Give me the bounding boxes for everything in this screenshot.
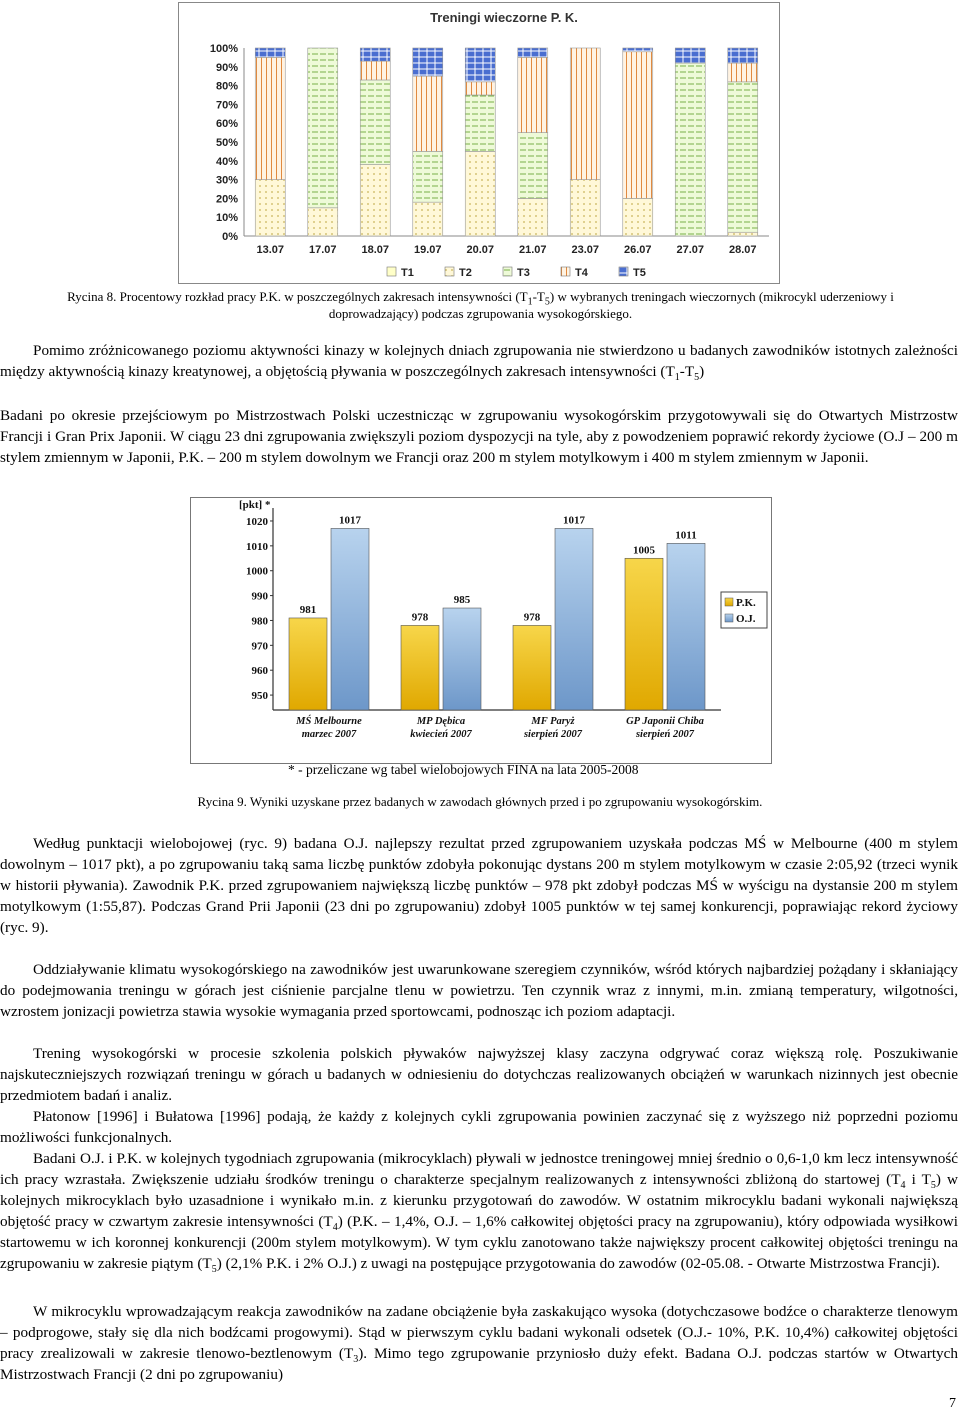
chart2-data-label: 1011 [675, 529, 697, 542]
chart1-bar-t4-21.07 [518, 57, 548, 132]
para1-mid: -T [679, 363, 695, 380]
chart1-bar-t5-26.07 [623, 48, 653, 52]
chart1-bar-t2-23.07 [570, 180, 600, 236]
chart1-legend-swatch-t5 [619, 267, 628, 276]
chart2-footnote: * - przeliczane wg tabel wielobojowych FINA na lata 2005-2008 [288, 762, 639, 777]
chart2-bar-oj [331, 528, 369, 710]
chart2-data-label: 978 [411, 611, 429, 624]
chart1-x-tick: 13.07 [256, 244, 285, 256]
chart2-x-label: sierpień 2007 [635, 729, 695, 740]
chart1-y-tick: 30% [215, 174, 238, 187]
chart2-y-tick: 950 [251, 690, 268, 703]
chart2-x-label: MF Paryż [531, 716, 575, 727]
chart2-y-tick: 1000 [246, 565, 268, 578]
chart1-bar-t4-20.07 [465, 82, 495, 95]
chart1-x-tick: 23.07 [571, 244, 600, 256]
page-number: 7 [949, 1396, 956, 1411]
chart1-legend-label-t1: T1 [401, 267, 414, 279]
chart1-x-tick: 27.07 [676, 244, 705, 256]
chart1-legend-label-t4: T4 [575, 267, 588, 279]
chart2-data-label: 985 [453, 594, 471, 607]
para7-b: i T [905, 1171, 931, 1188]
chart1-y-tick: 100% [209, 43, 238, 55]
paragraph-6: Płatonow [1996] i Bułatowa [1996] podają, że każdy z kolejnych cykli zgrupowania powinien zaczynać się z wyższego niż poprzedni poziomu możliwości funkcjonalnych. [0, 1108, 958, 1146]
chart2-x-label: kwiecień 2007 [410, 729, 472, 740]
chart1-bar-t3-28.07 [728, 82, 758, 232]
chart1-bar-t3-20.07 [465, 95, 495, 151]
chart1-legend-label-t3: T3 [517, 267, 530, 279]
figure8-caption [8, 288, 953, 322]
para7-e: ) (2,1% P.K. i 2% O.J.) z uwagi na postępujące przygotowania do zawodów (02-05.08. - Otwarte Mistrzostwa Francji). [216, 1255, 941, 1272]
chart1-y-tick: 80% [215, 80, 238, 93]
figure9-caption: Rycina 9. Wyniki uzyskane przez badanych w zawodach głównych przed i po zgrupowaniu wysokogórskim. [197, 794, 763, 809]
caption1-line2: doprowadzający) podczas zgrupowania wysokogórskiego. [328, 306, 633, 321]
chart1-y-tick: 20% [215, 193, 238, 206]
chart1-legend-swatch-t3 [503, 267, 512, 276]
para1-sub1: 1 [674, 372, 680, 384]
para8-b: ). Mimo tego zgrupowanie przyniosło duży efekt. Badana O.J. podczas startów w Otwartych Mistrzostwach Francji (2 dni po zgrupowaniu) [0, 1345, 958, 1383]
para1-text: Pomimo zróżnicowanego poziomu aktywności kinazy w kolejnych dniach zgrupowania nie stwierdzono u badanych zawodników istotnych zależności między aktywnością kinazy kreatynowej, a objętością pływania w poszczególnych zakresach intensywności (T [0, 342, 958, 380]
chart1-x-tick: 28.07 [728, 244, 757, 256]
chart2-legend-swatch [725, 598, 733, 606]
chart1-bar-t4-18.07 [360, 61, 390, 80]
chart2-data-label: 1017 [339, 514, 361, 527]
para1-end: ) [699, 363, 705, 380]
chart2-data-label: 981 [299, 603, 317, 616]
para7-s1: 4 [900, 1180, 906, 1192]
chart1-bar-t4-19.07 [413, 76, 443, 151]
chart1-y-tick: 0% [222, 231, 238, 243]
chart1-y-tick: 60% [215, 118, 238, 131]
para7-s2: 5 [930, 1180, 936, 1192]
paragraph-2: Badani po okresie przejściowym po Mistrzostwach Polski uczestnicząc w zgrupowaniu wysokogórskim przygotowywali się do Otwartych Mistrzostw Francji i Gran Prix Japonii. W ciągu 23 dni zgrupowania zwiększyli poziom dyspozycji na tyle, aby z powodzeniem poprawić rekordy życiowe (O.J – 200 m stylem zmiennym w Japonii, P.K. – 200 m stylem dowolnym we Francji oraz 200 m stylem motylkowym i 400 m stylem zmiennym w Japonii. [0, 407, 958, 466]
para8-s1: 3 [353, 1354, 359, 1366]
chart1-bar-t2-20.07 [465, 151, 495, 236]
chart1-bar-t2-26.07 [623, 198, 653, 236]
chart2-bar-oj [667, 543, 705, 710]
chart1-bar-t5-20.07 [465, 48, 495, 82]
caption1-text-c: ) w wybranych treningach wieczornych (mikrocykl uderzeniowy i [549, 289, 894, 304]
chart1-bar-t5-18.07 [360, 48, 390, 61]
para8-a: W mikrocyklu wprowadzającym reakcja zawodników na zadane obciążenie była zaskakująco wysoka (dotychczasowe bodźce o charakterze tlenowym – podprogowe, stały się dla nich bodźcami progowymi). Stąd w pierwszym cyklu badani wykonali odsetek (O.J.- 10%, P.K. 10,4%) całkowitej objętości pracy zrealizowali w zakresie tlenowo-beztlenowym (T [0, 1303, 958, 1362]
chart1-y-tick: 70% [215, 99, 238, 112]
chart2-bars [289, 514, 705, 710]
caption1-sub2: 5 [544, 296, 550, 308]
chart2-legend-label: O.J. [736, 613, 756, 625]
para7-s4: 5 [211, 1264, 217, 1276]
chart2-bar-pk [401, 625, 439, 710]
chart1-legend [387, 267, 646, 279]
chart1-bar-t4-23.07 [570, 48, 600, 180]
chart1-x-tick: 18.07 [361, 244, 390, 256]
chart1-bar-t3-21.07 [518, 133, 548, 199]
paragraph-5: Trening wysokogórski w procesie szkolenia polskich pływaków najwyższej klasy zaczyna odgrywać coraz większą rolę. Poszukiwanie najskuteczniejszych rozwiązań treningu w górach u badanych w odniesieniu do dotychczas realizowanych obciążeń w warunkach nizinnych jest obecnie przedmiotem badań i analiz. [0, 1045, 958, 1104]
chart1-bar-t2-18.07 [360, 165, 390, 236]
chart-competition-results [190, 497, 772, 764]
chart1-legend-swatch-t4 [561, 267, 570, 276]
chart1-bar-t3-27.07 [675, 63, 705, 236]
caption1-sub1: 1 [527, 296, 533, 308]
chart2-x-label: MŚ Melbourne [296, 716, 362, 727]
chart2-ylabel: [pkt] * [239, 499, 271, 511]
para7-c: ) w kolejnych mikrocyklach było uzasadnione i wynikało m.in. z kierunku przygotowań do zawodów. W ostatnim mikrocyklu badani wykonali największą objętość pracy w czwartym zakresie intensywności (T [0, 1171, 958, 1230]
chart1-x-tick: 21.07 [518, 244, 547, 256]
chart2-bar-pk [625, 558, 663, 710]
chart1-legend-label-t2: T2 [459, 267, 472, 279]
chart2-data-label: 978 [523, 611, 541, 624]
chart1-bar-t4-13.07 [255, 57, 285, 179]
chart1-x-tick: 20.07 [466, 244, 495, 256]
para7-s3: 4 [332, 1222, 338, 1234]
chart1-legend-label-t5: T5 [633, 267, 646, 279]
chart1-bar-t2-21.07 [518, 198, 548, 236]
chart2-y-tick: 1020 [246, 515, 268, 528]
chart1-bar-t5-13.07 [255, 48, 285, 57]
caption1-text-b: -T [532, 289, 545, 304]
chart1-bar-t5-19.07 [413, 48, 443, 76]
chart1-bars [255, 48, 758, 236]
chart1-title: Treningi wieczorne P. K. [430, 10, 578, 25]
chart1-bar-t3-19.07 [413, 151, 443, 202]
chart1-bar-t2-13.07 [255, 180, 285, 236]
chart1-bar-t4-26.07 [623, 52, 653, 199]
paragraph-1 [0, 340, 958, 382]
chart2-x-labels [295, 715, 704, 740]
chart2-bar-pk [513, 625, 551, 710]
chart1-y-tick: 10% [215, 212, 238, 225]
chart1-bar-t4-28.07 [728, 63, 758, 82]
chart2-bar-oj [555, 528, 593, 710]
chart1-legend-swatch-t2 [445, 267, 454, 276]
chart1-bar-t3-18.07 [360, 80, 390, 165]
chart2-data-label: 1005 [633, 544, 655, 557]
paragraph-4: Oddziaływanie klimatu wysokogórskiego na zawodników jest uwarunkowane szeregiem czynników, wśród których najbardziej pożądany i skłaniający do podejmowania treningu w górach jest ciśnienie parcjalne tlenu w powietrzu. Ten czynnik wraz z innymi, m.in. zmianą temperatury, wilgotności, wzrostem jonizacji powietrza stawia wysokie wymagania przed sportowcami, podnosząc ich poziom adaptacji. [0, 961, 958, 1020]
paragraph-8 [0, 1301, 958, 1385]
chart2-x-label: marzec 2007 [301, 729, 357, 740]
chart1-x-tick: 26.07 [623, 244, 652, 256]
chart2-legend-label: P.K. [736, 597, 756, 609]
chart1-x-labels [256, 244, 756, 256]
caption1-text-a: Rycina 8. Procentowy rozkład pracy P.K. w poszczególnych zakresach intensywności (T [67, 289, 528, 304]
paragraph-7 [0, 1148, 958, 1274]
chart2-y-tick: 960 [251, 665, 268, 678]
chart2-bar-oj [443, 608, 481, 710]
chart2-x-label: MP Dębica [416, 716, 466, 727]
chart2-bar-pk [289, 618, 327, 710]
chart1-bar-t3-17.07 [308, 48, 338, 208]
chart1-bar-t2-19.07 [413, 202, 443, 236]
chart1-x-tick: 19.07 [413, 244, 442, 256]
chart2-x-label: GP Japonii Chiba [626, 716, 704, 727]
chart2-y-tick: 980 [251, 615, 268, 628]
chart2-data-label: 1017 [563, 514, 585, 527]
chart1-y-tick: 40% [215, 155, 238, 168]
para7-a: Badani O.J. i P.K. w kolejnych tygodniach zgrupowania (mikrocyklach) pływali w jednostce treningowej mniej średnio o 0,6-1,0 km lecz intensywność ich pracy wzrastała. Zwiększenie udziału środków treningu o charakterze specjalnym realizowanych z intensywności zbliżoną do startowej (T [0, 1150, 958, 1188]
chart1-bar-t5-27.07 [675, 48, 705, 63]
chart1-bar-t5-21.07 [518, 48, 548, 57]
chart2-legend-swatch [725, 614, 733, 622]
chart1-legend-swatch-t1 [387, 267, 396, 276]
chart2-legend [721, 592, 767, 628]
chart1-bar-t2-28.07 [728, 232, 758, 236]
chart2-y-tick: 970 [251, 640, 268, 653]
chart1-x-tick: 17.07 [308, 244, 337, 256]
chart1-bar-t5-28.07 [728, 48, 758, 63]
chart1-bar-t2-17.07 [308, 208, 338, 236]
chart-intensity-distribution [178, 2, 780, 284]
chart2-svg [191, 498, 771, 763]
para1-sub2: 5 [694, 372, 700, 384]
chart1-y-tick: 50% [215, 137, 238, 149]
chart2-x-label: sierpień 2007 [523, 729, 583, 740]
paragraph-3: Według punktacji wielobojowej (ryc. 9) badana O.J. najlepszy rezultat przed zgrupowaniem uzyskała podczas MŚ w Melbourne (400 m stylem dowolnym – 1017 pkt), a po zgrupowaniu taką sama liczbę punktów zdobyła pokonując dystans 200 m stylem motylkowym w czasie 2:05,92 (trzeci wynik w historii pływania). Zawodnik P.K. przed zgrupowaniem największą liczbę punktów – 978 pkt zdobył podczas MŚ w wyścigu na dystansie 200 m stylem motylkowym (1:55,87). Podczas Grand Prii Japonii (23 dni po zgrupowaniu) zdobył 1005 punktów w tej samej konkurencji, poprawiając rekord życiowy (ryc. 9). [0, 835, 958, 936]
chart2-y-tick: 1010 [246, 540, 268, 553]
chart1-svg [179, 3, 779, 283]
chart1-y-tick: 90% [215, 61, 238, 74]
chart2-y-tick: 990 [251, 590, 268, 603]
para7-d: ) (P.K. – 1,4%, O.J. – 1,6% całkowitej objętości pracy na zgrupowaniu), który odpowiada wysiłkowi startowemu w ich koronnej konkurencji (200m stylem motylkowym). W tym cyklu zanotowano także największy procent całkowitej objętości treningu na zgrupowaniu w zakresie piątym (T [0, 1213, 958, 1272]
